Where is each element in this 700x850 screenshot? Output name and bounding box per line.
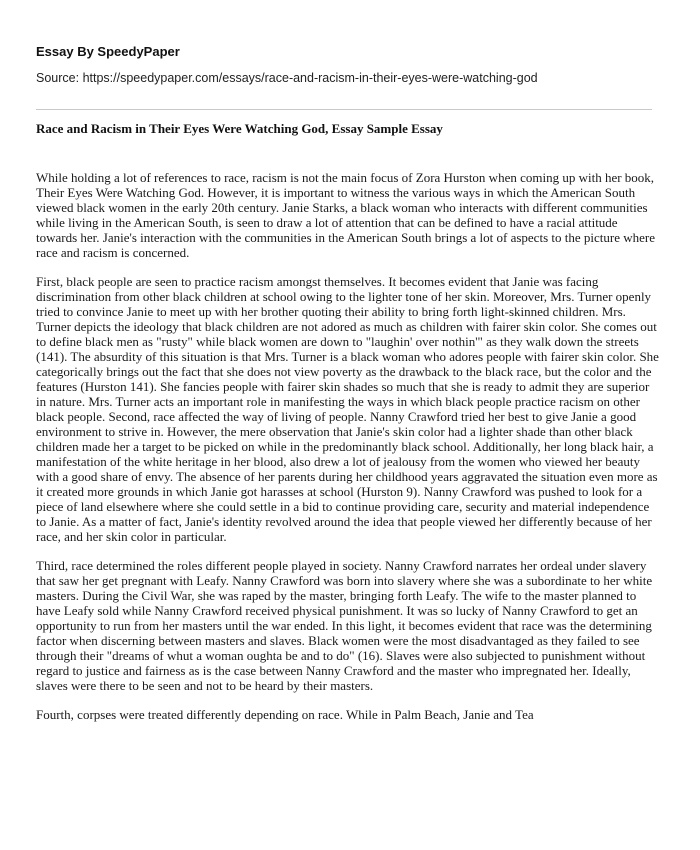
essay-paragraph: Third, race determined the roles different people played in society. Nanny Crawford narrates her ordeal under slavery that saw her get pregnant with Leafy. Nanny Crawford was born into slavery where she was a subordinate to her white masters. During the Civil War, she was raped by the master, bringing forth Leafy. The wife to the master planned to have Leafy sold while Nanny Crawford received physical punishment. It was so lucky of Nanny Crawford to get an opportunity to run from her masters until the war ended. In this light, it becomes evident that race was the determining factor when discerning between masters and slaves. Black women were the most disadvantaged as they failed to see through their "dreams of whut a woman oughta be and to do" (16). Slaves were also subjected to punishment without regard to justice and fairness as is the case between Nanny Crawford and the master who impregnated her. Ideally, slaves were there to be seen and not to be heard by their masters. (36, 558, 653, 693)
essay-paragraph: While holding a lot of references to race, racism is not the main focus of Zora Hurston when coming up with her book, Their Eyes Were Watching God. However, it is important to witness the various ways in which the American South viewed black women in the early 20th century. Janie Starks, a black woman who interacts with different communities while living in the American South, is seen to draw a lot of attention that can be defined to have a racial attitude towards her. Janie's interaction with the communities in the American South brings a lot of aspects to the picture where race and racism is concerned. (36, 170, 655, 260)
essay-paragraph: First, black people are seen to practice racism amongst themselves. It becomes evident that Janie was facing discrimination from other black children at school owing to the lighter tone of her skin. Moreover, Mrs. Turner openly tried to convince Janie to meet up with her brother quoting their ability to bring forth light-skinned children. Mrs. Turner depicts the ideology that black children are not adored as much as children with fairer skin color. She comes out to define black men as "rusty" while black women are down to "laughin' over nothin'" as they walk down the streets (141). The absurdity of this situation is that Mrs. Turner is a black woman who adores people with fairer skin color. She categorically brings out the fact that she does not view poverty as the drawback to the black race, but the color and the features (Hurston 141). She fancies people with fairer skin shades so much that she is ready to admit they are superior in nature. Mrs. Turner acts an important role in manifesting the ways in which black people practice racism on other black people. Second, race affected the way of living of people. Nanny Crawford tried her best to give Janie a good environment to strive in. However, the mere observation that Janie's skin color had a lighter shade than other black children made her a target to be picked on while in the predominantly black school. Additionally, her long black hair, a manifestation of the white heritage in her blood, also drew a lot of jealousy from the women who viewed her beauty with a good share of envy. The absence of her parents during her childhood years aggravated the situation even more as it created more grounds in which Janie got harasses at school (Hurston 9). Nanny Crawford was pushed to look for a piece of land elsewhere where she could settle in a bid to continue providing care, security and material independence to Janie. As a matter of fact, Janie's identity revolved around the idea that people viewed her differently because of her race, and her skin color in particular. (36, 274, 659, 544)
source-label: Source: (36, 71, 80, 85)
essay-title: Race and Racism in Their Eyes Were Watching God, Essay Sample Essay (36, 121, 443, 136)
source-line (36, 71, 538, 85)
header-divider (36, 109, 652, 110)
essay-body (36, 170, 659, 736)
essay-paragraph: Fourth, corpses were treated differently depending on race. While in Palm Beach, Janie and Tea (36, 707, 534, 722)
site-title: Essay By SpeedyPaper (36, 44, 180, 59)
source-link[interactable]: https://speedypaper.com/essays/race-and-racism-in-their-eyes-were-watching-god (82, 71, 538, 85)
